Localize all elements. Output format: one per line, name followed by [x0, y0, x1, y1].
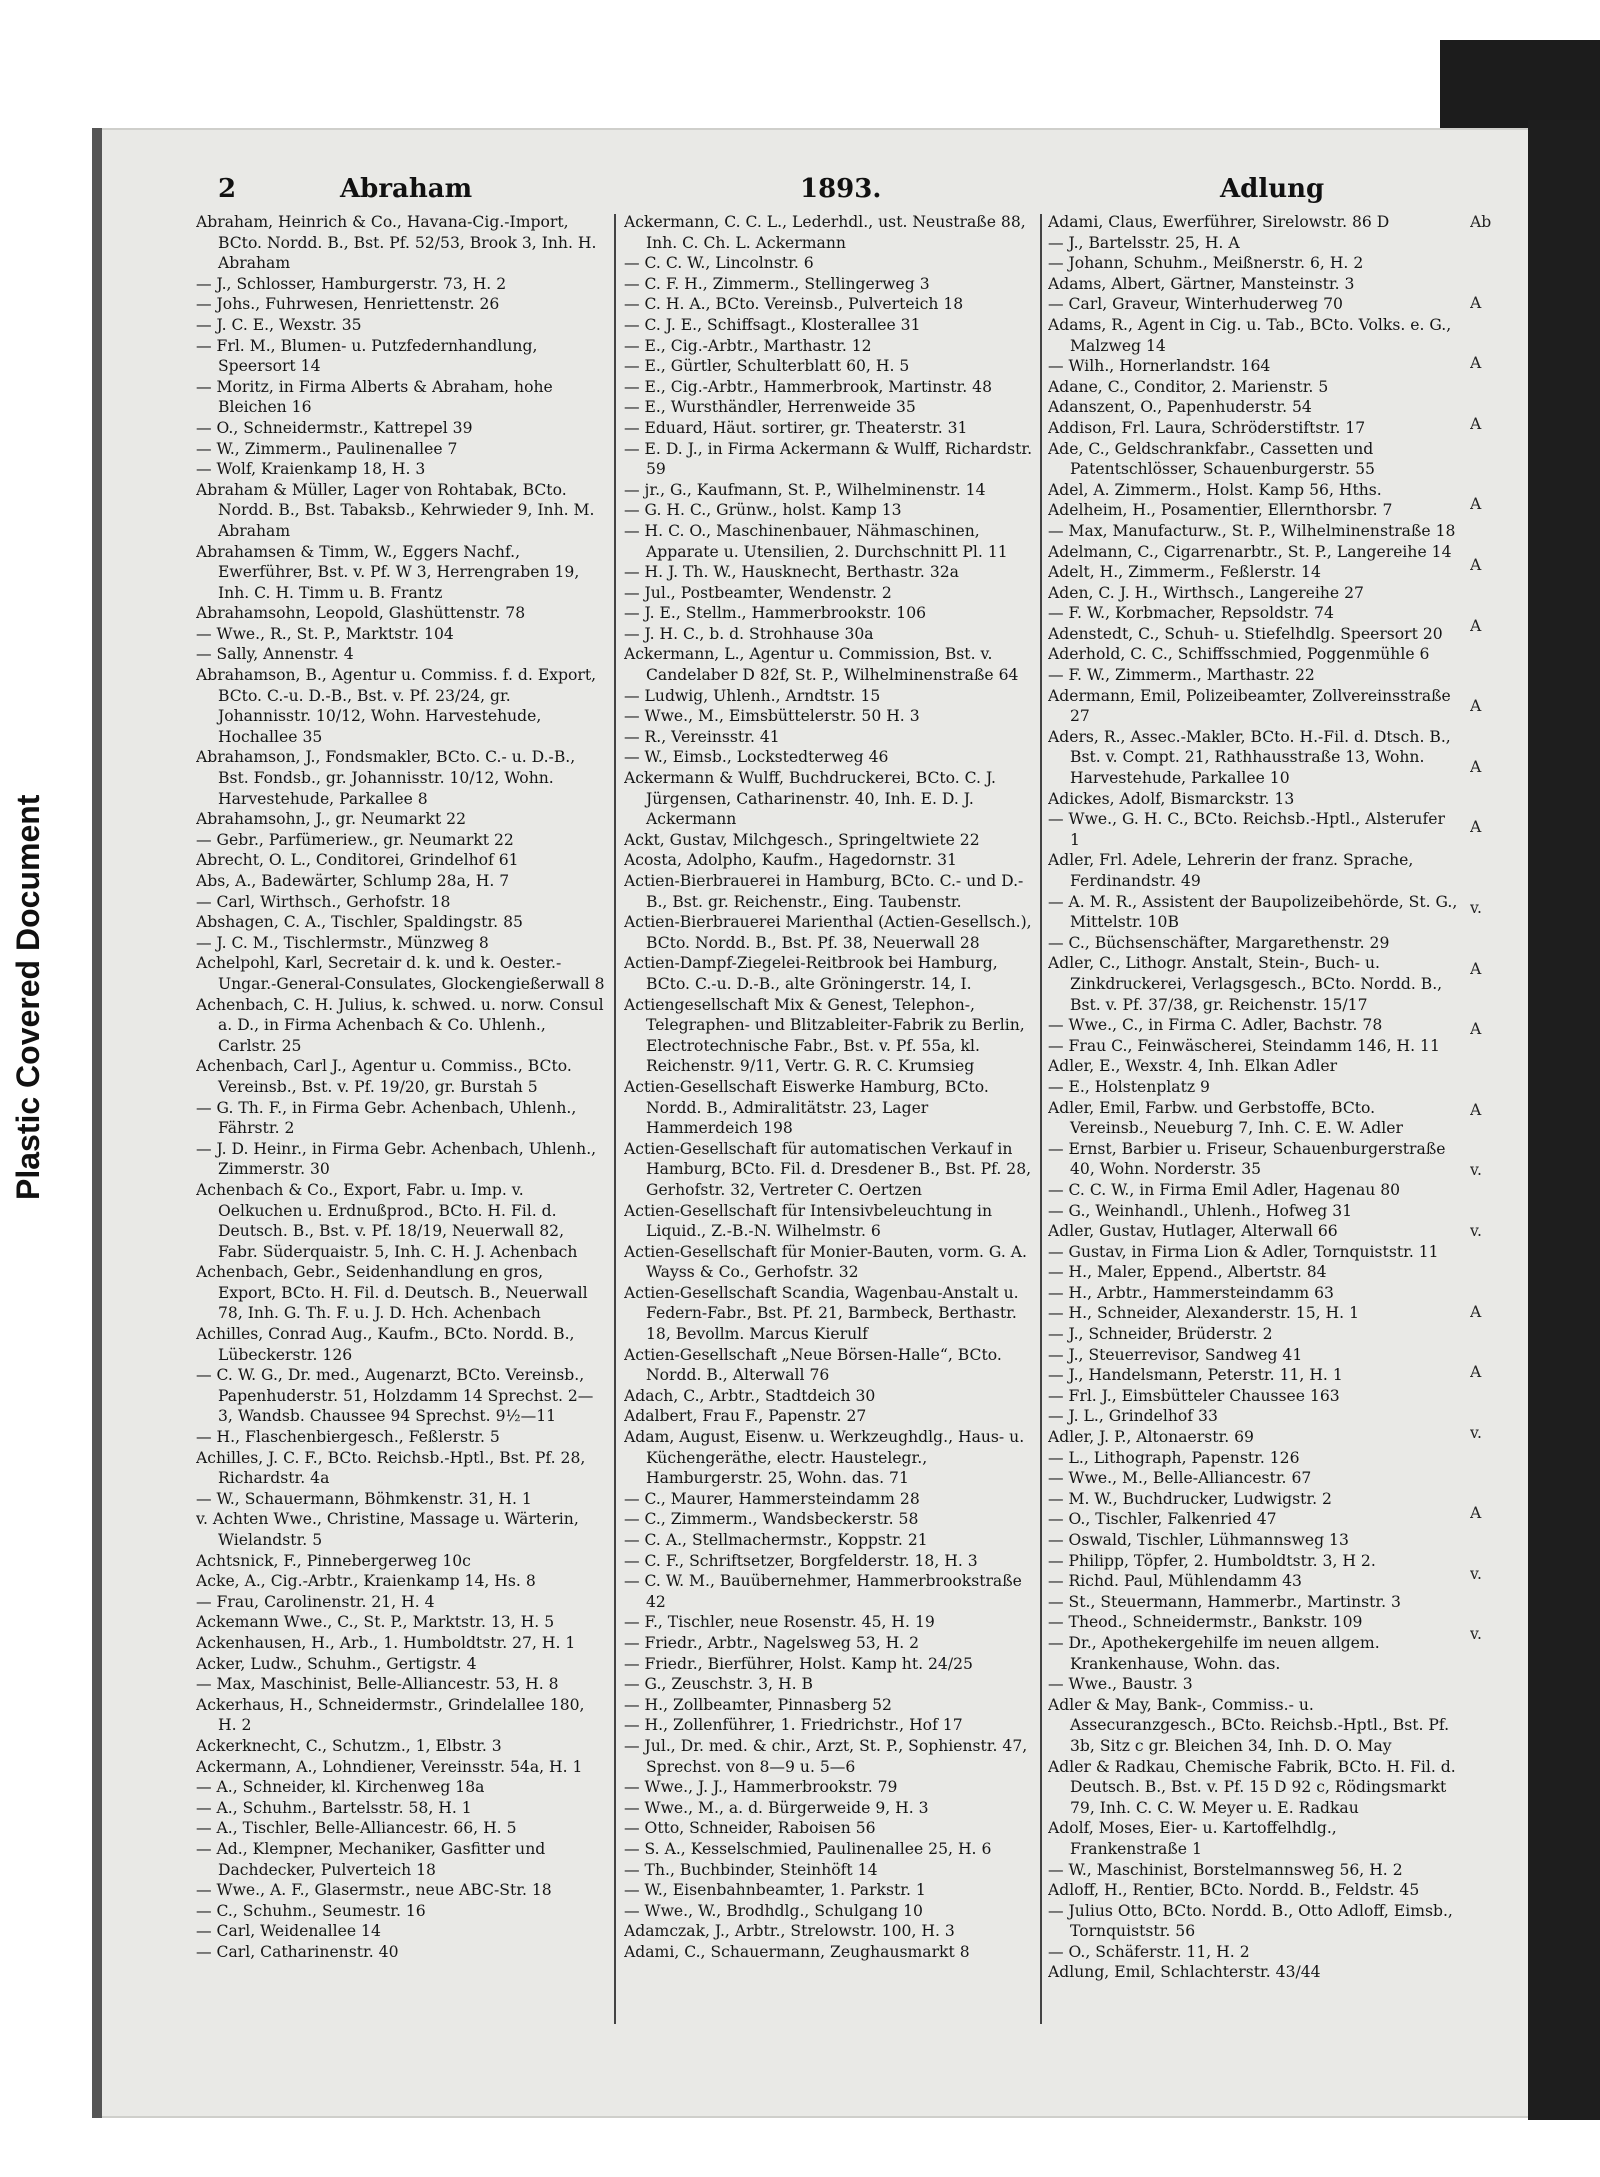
page-header [210, 174, 1380, 208]
header-right-word: Adlung [1220, 174, 1325, 204]
directory-entry: — Th., Buchbinder, Steinhöft 14 [624, 1860, 878, 1879]
directory-entry: Adloff, H., Rentier, BCto. Nordd. B., Feldstr. 45 [1048, 1881, 1420, 1900]
directory-entry: — A. M. R., Assistent der Baupolizeibehörde, St. G., Mittelstr. 10B [1048, 892, 1458, 932]
directory-entry: Adler, C., Lithogr. Anstalt, Stein-, Buch- u. Zinkdruckerei, Verlagsgesch., BCto. Nordd. B., Bst. v. Pf. 37/38, gr. Reichenstr. 15/17 [1048, 954, 1443, 1014]
directory-entry: — Frl. J., Eimsbütteler Chaussee 163 [1048, 1386, 1340, 1405]
directory-entry: Acker, Ludw., Schuhm., Gertigstr. 4 [196, 1654, 477, 1673]
directory-entry: — Gustav, in Firma Lion & Adler, Tornquiststr. 11 [1048, 1242, 1439, 1261]
column-divider [614, 214, 616, 2024]
directory-entry: — A., Tischler, Belle-Alliancestr. 66, H. 5 [196, 1819, 517, 1838]
directory-entry: Adanszent, O., Papenhuderstr. 54 [1048, 398, 1312, 417]
directory-entry: Ackermann & Wulff, Buchdruckerei, BCto. C. J. Jürgensen, Catharinenstr. 40, Inh. E. D. J. Ackermann [624, 769, 996, 829]
directory-entry: — Frau, Carolinenstr. 21, H. 4 [196, 1592, 435, 1611]
directory-entry: — C. F., Schriftsetzer, Borgfelderstr. 18, H. 3 [624, 1551, 978, 1570]
directory-entry: — G., Weinhandl., Uhlenh., Hofweg 31 [1048, 1201, 1353, 1220]
directory-entry: — Carl, Weidenallee 14 [196, 1922, 381, 1941]
directory-entry: — H. J. Th. W., Hausknecht, Berthastr. 32a [624, 563, 959, 582]
directory-entry: Aderhold, C. C., Schiffsschmied, Poggenmühle 6 [1048, 645, 1430, 664]
directory-entry: — Wilh., Hornerlandstr. 164 [1048, 357, 1271, 376]
directory-entry: — W., Schauermann, Böhmkenstr. 31, H. 1 [196, 1489, 532, 1508]
directory-entry: Ackerknecht, C., Schutzm., 1, Elbstr. 3 [196, 1736, 502, 1755]
directory-entry: — H., Zollenführer, 1. Friedrichstr., Hof 17 [624, 1716, 963, 1735]
directory-entry: — Wwe., M., Eimsbüttelerstr. 50 H. 3 [624, 707, 920, 726]
directory-entry: Adler, E., Wexstr. 4, Inh. Elkan Adler [1048, 1057, 1338, 1076]
directory-entry: — jr., G., Kaufmann, St. P., Wilhelminenstr. 14 [624, 480, 986, 499]
directory-entry: — Max, Manufacturw., St. P., Wilhelminenstraße 18 [1048, 521, 1456, 540]
directory-entry: — Moritz, in Firma Alberts & Abraham, hohe Bleichen 16 [196, 377, 553, 417]
directory-entry: — W., Eimsb., Lockstedterweg 46 [624, 748, 889, 767]
directory-entry: Actien-Gesellschaft Eiswerke Hamburg, BCto. Nordd. B., Admiralitätstr. 23, Lager Hammerdeich 198 [624, 1077, 989, 1138]
directory-entry: Abraham, Heinrich & Co., Havana-Cig.-Import, BCto. Nordd. B., Bst. Pf. 52/53, Brook 3, Inh. H. Abraham [196, 213, 597, 273]
directory-entry: — C. F. H., Zimmerm., Stellingerweg 3 [624, 274, 930, 293]
scan-shadow-right [1528, 120, 1600, 2120]
directory-entry: Adams, Albert, Gärtner, Mansteinstr. 3 [1048, 274, 1355, 293]
margin-fragment: v. [1470, 898, 1482, 917]
margin-fragment: v. [1470, 1221, 1482, 1240]
directory-entry: Ackermann, C. C. L., Lederhdl., ust. Neustraße 88, Inh. C. Ch. L. Ackermann [624, 213, 1026, 252]
directory-entry: — Carl, Catharinenstr. 40 [196, 1942, 399, 1961]
directory-entry: — Max, Maschinist, Belle-Alliancestr. 53, H. 8 [196, 1675, 559, 1694]
directory-entry: — Oswald, Tischler, Lühmannsweg 13 [1048, 1531, 1349, 1549]
directory-entry: — C. W. M., Bauübernehmer, Hammerbrookstraße 42 [624, 1572, 1022, 1611]
directory-entry: — W., Eisenbahnbeamter, 1. Parkstr. 1 [624, 1881, 926, 1900]
directory-entry: — Ernst, Barbier u. Friseur, Schauenburgerstraße 40, Wohn. Norderstr. 35 [1048, 1139, 1446, 1179]
directory-entry: — Ad., Klempner, Mechaniker, Gasfitter und Dachdecker, Pulverteich 18 [196, 1839, 546, 1879]
margin-fragment: A [1470, 757, 1482, 776]
directory-entry: — Otto, Schneider, Raboisen 56 [624, 1819, 876, 1838]
directory-entry: Adermann, Emil, Polizeibeamter, Zollvereinsstraße 27 [1048, 686, 1451, 726]
directory-entry: — J., Bartelsstr. 25, H. A [1048, 233, 1240, 252]
directory-entry: — Jul., Postbeamter, Wendenstr. 2 [624, 583, 892, 602]
directory-entry: — Wwe., M., a. d. Bürgerweide 9, H. 3 [624, 1798, 929, 1817]
directory-entry: Actien-Gesellschaft „Neue Börsen-Halle“, BCto. Nordd. B., Alterwall 76 [624, 1345, 1002, 1385]
directory-entry: — O., Schäferstr. 11, H. 2 [1048, 1942, 1250, 1961]
directory-entry: — Carl, Wirthsch., Gerhofstr. 18 [196, 892, 451, 911]
directory-entry: — C., Maurer, Hammersteindamm 28 [624, 1489, 920, 1508]
directory-entry: — Wwe., M., Belle-Alliancestr. 67 [1048, 1469, 1312, 1488]
directory-entry: — St., Steuermann, Hammerbr., Martinstr. 3 [1048, 1592, 1401, 1611]
directory-entry: Adler, Frl. Adele, Lehrerin der franz. Sprache, Ferdinandstr. 49 [1048, 851, 1414, 890]
directory-entry: Abrahamsohn, Leopold, Glashüttenstr. 78 [196, 604, 526, 623]
directory-entry: Achilles, J. C. F., BCto. Reichsb.-Hptl., Bst. Pf. 28, Richardstr. 4a [196, 1448, 586, 1488]
directory-entry: Aders, R., Assec.-Makler, BCto. H.-Fil. d. Dtsch. B., Bst. v. Compt. 21, Rathhausstraße 13, Wohn. Harvestehude, Parkallee 10 [1048, 727, 1451, 788]
margin-fragment: v. [1470, 1564, 1482, 1583]
directory-entry: Adami, Claus, Ewerführer, Sirelowstr. 86 D [1048, 213, 1390, 231]
directory-entry: Achenbach, Gebr., Seidenhandlung en gros, Export, BCto. H. Fil. d. Deutsch. B., Neuerwall 78, Inh. G. Th. F. u. J. D. Hch. Achenbach [196, 1263, 588, 1323]
page-number: 2 [218, 174, 237, 204]
margin-fragment: A [1470, 818, 1482, 837]
directory-entry: — O., Schneidermstr., Kattrepel 39 [196, 418, 473, 437]
directory-entry: — Friedr., Arbtr., Nagelsweg 53, H. 2 [624, 1633, 920, 1652]
scan-shadow-top [1440, 40, 1600, 130]
directory-entry: — O., Tischler, Falkenried 47 [1048, 1510, 1277, 1529]
directory-entry: Abraham & Müller, Lager von Rohtabak, BCto. Nordd. B., Bst. Tabaksb., Kehrwieder 9, Inh. M. Abraham [196, 480, 595, 540]
directory-entry: — Friedr., Bierführer, Holst. Kamp ht. 24/25 [624, 1654, 973, 1673]
directory-entry: Acosta, Adolpho, Kaufm., Hagedornstr. 31 [624, 851, 957, 870]
directory-entry: Abrahamson, J., Fondsmakler, BCto. C.- u. D.-B., Bst. Fondsb., gr. Johannisstr. 10/12, Wohn. Harvestehude, Parkallee 8 [196, 748, 576, 808]
directory-entry: — J. D. Heinr., in Firma Gebr. Achenbach, Uhlenh., Zimmerstr. 30 [196, 1139, 597, 1179]
directory-column-2 [624, 212, 1036, 2032]
directory-entry: — Wolf, Kraienkamp 18, H. 3 [196, 460, 426, 479]
directory-entry: — Jul., Dr. med. & chir., Arzt, St. P., Sophienstr. 47, Sprechst. von 8—9 u. 5—6 [624, 1736, 1028, 1776]
directory-entry: Actien-Bierbrauerei Marienthal (Actien-Gesellsch.), BCto. Nordd. B., Bst. Pf. 38, Neuerwall 28 [624, 913, 1032, 952]
directory-entry: — A., Schneider, kl. Kirchenweg 18a [196, 1778, 485, 1797]
directory-entry: — C. H. A., BCto. Vereinsb., Pulverteich 18 [624, 295, 964, 314]
directory-entry: Adane, C., Conditor, 2. Marienstr. 5 [1048, 377, 1329, 396]
margin-fragment: v. [1470, 1625, 1482, 1644]
directory-entry: — C., Büchsenschäfter, Margarethenstr. 29 [1048, 933, 1390, 952]
directory-entry: Ackermann, A., Lohndiener, Vereinsstr. 54a, H. 1 [196, 1757, 583, 1776]
directory-entry: Adenstedt, C., Schuh- u. Stiefelhdlg. Speersort 20 [1048, 624, 1443, 643]
directory-entry: Actien-Gesellschaft für Intensivbeleuchtung in Liquid., Z.-B.-N. Wilhelmstr. 6 [624, 1201, 993, 1241]
directory-entry: Achelpohl, Karl, Secretair d. k. und k. Oester.-Ungar.-General-Consulates, Glockengießerwall 8 [196, 954, 605, 993]
directory-entry: — W., Maschinist, Borstelmannsweg 56, H. 2 [1048, 1860, 1403, 1879]
directory-entry: Adelmann, C., Cigarrenarbtr., St. P., Langereihe 14 [1048, 542, 1452, 561]
margin-fragment: v. [1470, 1161, 1482, 1180]
directory-entry: — G., Zeuschstr. 3, H. B [624, 1675, 813, 1694]
directory-entry: — M. W., Buchdrucker, Ludwigstr. 2 [1048, 1489, 1332, 1508]
directory-entry: — C. J. E., Schiffsagt., Klosterallee 31 [624, 315, 921, 334]
directory-entry: — C., Zimmerm., Wandsbeckerstr. 58 [624, 1510, 919, 1529]
directory-entry: — E., Cig.-Arbtr., Hammerbrook, Martinstr. 48 [624, 377, 993, 396]
directory-entry: Adler, J. P., Altonaerstr. 69 [1048, 1428, 1254, 1447]
directory-entry: — J., Schlosser, Hamburgerstr. 73, H. 2 [196, 274, 507, 293]
directory-entry: — Wwe., Baustr. 3 [1048, 1675, 1193, 1694]
directory-entry: Adach, C., Arbtr., Stadtdeich 30 [624, 1386, 876, 1405]
margin-fragment: A [1470, 1302, 1482, 1321]
directory-entry: — C., Schuhm., Seumestr. 16 [196, 1901, 426, 1920]
directory-entry: Ackenhausen, H., Arb., 1. Humboldtstr. 27, H. 1 [196, 1633, 576, 1652]
directory-entry: — Ludwig, Uhlenh., Arndtstr. 15 [624, 686, 881, 705]
directory-entry: — S. A., Kesselschmied, Paulinenallee 25, H. 6 [624, 1839, 992, 1858]
margin-fragment: A [1470, 1100, 1482, 1119]
directory-entry: — Frau C., Feinwäscherei, Steindamm 146, H. 11 [1048, 1036, 1440, 1055]
directory-entry: Actien-Gesellschaft für automatischen Verkauf in Hamburg, BCto. Fil. d. Dresdener B., Bst. Pf. 28, Gerhofstr. 32, Vertreter C. Oertzen [624, 1139, 1032, 1199]
directory-entry: — Wwe., G. H. C., BCto. Reichsb.-Hptl., Alsterufer 1 [1048, 810, 1445, 849]
directory-entry: Adler, Gustav, Hutlager, Alterwall 66 [1048, 1222, 1338, 1241]
directory-entry: — Julius Otto, BCto. Nordd. B., Otto Adloff, Eimsb., Tornquiststr. 56 [1048, 1901, 1453, 1941]
adjacent-page-fragments [1470, 212, 1528, 2032]
margin-fragment: A [1470, 495, 1482, 514]
margin-fragment: A [1470, 1020, 1482, 1039]
margin-fragment: Ab [1470, 213, 1492, 231]
margin-fragment: A [1470, 959, 1482, 978]
directory-entry: — H., Flaschenbiergesch., Feßlerstr. 5 [196, 1428, 500, 1447]
directory-entry: — H. C. O., Maschinenbauer, Nähmaschinen, Apparate u. Utensilien, 2. Durchschnitt Pl. 11 [624, 521, 1008, 561]
directory-entry: — G. H. C., Grünw., holst. Kamp 13 [624, 501, 902, 520]
directory-entry: Achenbach, C. H. Julius, k. schwed. u. norw. Consul a. D., in Firma Achenbach & Co. Uhlenh., Carlstr. 25 [196, 995, 604, 1055]
directory-entry: — R., Vereinsstr. 41 [624, 727, 780, 746]
directory-entry: — J. C. E., Wexstr. 35 [196, 315, 362, 334]
directory-entry: — E., Wursthändler, Herrenweide 35 [624, 398, 916, 417]
directory-entry: Achtsnick, F., Pinnebergerweg 10c [196, 1551, 471, 1570]
directory-entry: — J., Steuerrevisor, Sandweg 41 [1048, 1345, 1303, 1364]
header-year: 1893. [800, 174, 882, 204]
directory-entry: — Wwe., J. J., Hammerbrookstr. 79 [624, 1778, 898, 1797]
directory-entry: Actien-Dampf-Ziegelei-Reitbrook bei Hamburg, BCto. C.-u. D.-B., alte Gröningerstr. 14, I. [624, 954, 998, 993]
directory-entry: — Dr., Apothekergehilfe im neuen allgem. Krankenhause, Wohn. das. [1048, 1633, 1380, 1673]
directory-entry: — H., Zollbeamter, Pinnasberg 52 [624, 1695, 892, 1714]
directory-entry: Ackemann Wwe., C., St. P., Marktstr. 13, H. 5 [196, 1613, 555, 1632]
directory-entry: Abshagen, C. A., Tischler, Spaldingstr. 85 [196, 913, 523, 932]
directory-entry: — Sally, Annenstr. 4 [196, 645, 354, 664]
margin-fragment: A [1470, 293, 1482, 312]
directory-entry: v. Achten Wwe., Christine, Massage u. Wärterin, Wielandstr. 5 [196, 1510, 579, 1549]
directory-entry: Ackermann, L., Agentur u. Commission, Bst. v. Candelaber D 82f, St. P., Wilhelminenstraße 64 [624, 645, 1019, 685]
directory-entry: — W., Zimmerm., Paulinenallee 7 [196, 439, 458, 458]
margin-fragment: A [1470, 1363, 1482, 1382]
directory-entry: — Frl. M., Blumen- u. Putzfedernhandlung, Speersort 14 [196, 336, 538, 376]
directory-entry: Abrahamsen & Timm, W., Eggers Nachf., Ewerführer, Bst. v. Pf. W 3, Herrengraben 19, Inh. C. H. Timm u. B. Frantz [196, 542, 580, 602]
directory-entry: Adickes, Adolf, Bismarckstr. 13 [1048, 789, 1295, 808]
margin-fragment: A [1470, 354, 1482, 373]
directory-entry: — A., Schuhm., Bartelsstr. 58, H. 1 [196, 1798, 472, 1817]
directory-entry: — C. C. W., in Firma Emil Adler, Hagenau 80 [1048, 1180, 1401, 1199]
directory-entry: — H., Arbtr., Hammersteindamm 63 [1048, 1283, 1334, 1302]
directory-entry: — E., Cig.-Arbtr., Marthastr. 12 [624, 336, 872, 355]
directory-entry: — Carl, Graveur, Winterhuderweg 70 [1048, 295, 1343, 314]
directory-entry: — L., Lithograph, Papenstr. 126 [1048, 1448, 1300, 1467]
directory-entry: Ackt, Gustav, Milchgesch., Springeltwiete 22 [624, 830, 980, 849]
directory-entry: Actiengesellschaft Mix & Genest, Telephon-, Telegraphen- und Blitzableiter-Fabrik zu Berlin, Electrotechnische Fabr., Bst. v. Pf. 55a, kl. Reichenstr. 9/11, Vertr. G. R. C. Krumsieg [624, 995, 1025, 1076]
margin-fragment: A [1470, 697, 1482, 716]
directory-entry: Adami, C., Schauermann, Zeughausmarkt 8 [624, 1942, 970, 1961]
directory-entry: — Gebr., Parfümeriew., gr. Neumarkt 22 [196, 830, 514, 849]
directory-entry: Adlung, Emil, Schlachterstr. 43/44 [1048, 1963, 1321, 1982]
directory-entry: Achilles, Conrad Aug., Kaufm., BCto. Nordd. B., Lübeckerstr. 126 [196, 1325, 575, 1364]
directory-entry: — C. W. G., Dr. med., Augenarzt, BCto. Vereinsb., Papenhuderstr. 51, Holzdamm 14 Sprechst. 2—3, Wandsb. Chaussee 94 Sprechst. 9½—11 [196, 1366, 594, 1426]
directory-entry: Adler & May, Bank-, Commiss.- u. Assecuranzgesch., BCto. Reichsb.-Hptl., Bst. Pf. 3b, Sitz c gr. Bleichen 34, Inh. D. O. May [1048, 1695, 1450, 1755]
directory-entry: Adamczak, J., Arbtr., Strelowstr. 100, H. 3 [624, 1922, 955, 1941]
directory-entry: — C. C. W., Lincolnstr. 6 [624, 254, 814, 273]
directory-entry: — Wwe., W., Brodhdlg., Schulgang 10 [624, 1901, 923, 1920]
directory-entry: — E. D. J., in Firma Ackermann & Wulff, Richardstr. 59 [624, 439, 1033, 479]
directory-column-1 [196, 212, 606, 2032]
directory-entry: Ackerhaus, H., Schneidermstr., Grindelallee 180, H. 2 [196, 1695, 585, 1735]
directory-entry: Adams, R., Agent in Cig. u. Tab., BCto. Volks. e. G., Malzweg 14 [1048, 315, 1452, 355]
directory-entry: — J. E., Stellm., Hammerbrookstr. 106 [624, 604, 927, 623]
directory-entry: — H., Maler, Eppend., Albertstr. 84 [1048, 1263, 1327, 1282]
side-label-text: Plastic Covered Document [10, 794, 46, 1200]
directory-entry: — G. Th. F., in Firma Gebr. Achenbach, Uhlenh., Fährstr. 2 [196, 1098, 577, 1138]
directory-entry: Ade, C., Geldschrankfabr., Cassetten und Patentschlösser, Schauenburgerstr. 55 [1048, 439, 1375, 479]
directory-entry: — E., Gürtler, Schulterblatt 60, H. 5 [624, 357, 910, 376]
scan-edge [92, 128, 102, 2118]
directory-entry: Abrecht, O. L., Conditorei, Grindelhof 61 [196, 851, 519, 870]
directory-entry: Actien-Gesellschaft für Monier-Bauten, vorm. G. A. Wayss & Co., Gerhofstr. 32 [624, 1242, 1027, 1282]
directory-entry: Actien-Gesellschaft Scandia, Wagenbau-Anstalt u. Federn-Fabr., Bst. Pf. 21, Barmbeck, Berthastr. 18, Bevollm. Marcus Kierulf [624, 1283, 1019, 1344]
directory-entry: — J., Schneider, Brüderstr. 2 [1048, 1325, 1273, 1344]
directory-entry: — Theod., Schneidermstr., Bankstr. 109 [1048, 1613, 1363, 1632]
directory-entry: — Johs., Fuhrwesen, Henriettenstr. 26 [196, 295, 500, 314]
directory-entry: — Wwe., C., in Firma C. Adler, Bachstr. 78 [1048, 1016, 1383, 1035]
directory-entry: — Johann, Schuhm., Meißnerstr. 6, H. 2 [1048, 254, 1364, 273]
directory-entry: — J., Handelsmann, Peterstr. 11, H. 1 [1048, 1366, 1343, 1385]
margin-fragment: A [1470, 555, 1482, 574]
directory-entry: — F. W., Korbmacher, Repsoldstr. 74 [1048, 604, 1334, 623]
directory-entry: Adler, Emil, Farbw. und Gerbstoffe, BCto. Vereinsb., Neueburg 7, Inh. C. E. W. Adler [1048, 1098, 1403, 1138]
directory-entry: Adam, August, Eisenw. u. Werkzeughdlg., Haus- u. Küchengeräthe, electr. Haustelegr., Hamburgerstr. 25, Wohn. das. 71 [624, 1428, 1025, 1488]
directory-entry: — Wwe., A. F., Glasermstr., neue ABC-Str. 18 [196, 1881, 552, 1900]
directory-entry: Abrahamson, B., Agentur u. Commiss. f. d. Export, BCto. C.-u. D.-B., Bst. v. Pf. 23/24, gr. Johannisstr. 10/12, Wohn. Harvestehude, Hochallee 35 [196, 666, 597, 746]
directory-entry: — J. C. M., Tischlermstr., Münzweg 8 [196, 933, 489, 952]
directory-entry: Actien-Bierbrauerei in Hamburg, BCto. C.- und D.-B., Bst. gr. Reichenstr., Eing. Taubenstr. [624, 872, 1024, 911]
directory-entry: — F. W., Zimmerm., Marthastr. 22 [1048, 666, 1315, 685]
directory-entry: Achenbach & Co., Export, Fabr. u. Imp. v. Oelkuchen u. Erdnußprod., BCto. H. Fil. d. Deutsch. B., Bst. v. Pf. 18/19, Neuerwall 82, Fabr. Süderquaistr. 5, Inh. C. H. J. Achenbach [196, 1180, 578, 1261]
directory-entry: — J. L., Grindelhof 33 [1048, 1407, 1218, 1426]
directory-entry: — Eduard, Häut. sortirer, gr. Theaterstr. 31 [624, 418, 968, 437]
directory-entry: Abs, A., Badewärter, Schlump 28a, H. 7 [196, 872, 510, 890]
directory-entry: — Wwe., R., St. P., Marktstr. 104 [196, 624, 454, 643]
directory-entry: Adler & Radkau, Chemische Fabrik, BCto. H. Fil. d. Deutsch. B., Bst. v. Pf. 15 D 92 c, Rödingsmarkt 79, Inh. C. C. W. Meyer u. E. Radkau [1048, 1757, 1456, 1817]
directory-entry: Addison, Frl. Laura, Schröderstiftstr. 17 [1048, 418, 1366, 437]
directory-entry: — Richd. Paul, Mühlendamm 43 [1048, 1572, 1302, 1591]
margin-fragment: A [1470, 414, 1482, 433]
directory-entry: Adelheim, H., Posamentier, Ellernthorsbr. 7 [1048, 501, 1393, 520]
margin-fragment: A [1470, 616, 1482, 635]
directory-entry: — C. A., Stellmachermstr., Koppstr. 21 [624, 1531, 928, 1549]
header-left-word: Abraham [340, 174, 473, 204]
directory-entry: Adelt, H., Zimmerm., Feßlerstr. 14 [1048, 563, 1321, 582]
directory-entry: Adolf, Moses, Eier- u. Kartoffelhdlg., Frankenstraße 1 [1048, 1819, 1337, 1858]
margin-fragment: A [1470, 1504, 1482, 1523]
directory-entry: Abrahamsohn, J., gr. Neumarkt 22 [196, 810, 467, 829]
margin-fragment: v. [1470, 1423, 1482, 1442]
directory-entry: Adel, A. Zimmerm., Holst. Kamp 56, Hths. [1048, 480, 1382, 499]
directory-entry: — Philipp, Töpfer, 2. Humboldtstr. 3, H 2. [1048, 1551, 1376, 1570]
directory-entry: — H., Schneider, Alexanderstr. 15, H. 1 [1048, 1304, 1359, 1323]
directory-entry: Aden, C. J. H., Wirthsch., Langereihe 27 [1048, 583, 1364, 602]
directory-entry: — F., Tischler, neue Rosenstr. 45, H. 19 [624, 1613, 935, 1632]
directory-entry: Adalbert, Frau F., Papenstr. 27 [624, 1407, 867, 1426]
directory-entry: — E., Holstenplatz 9 [1048, 1077, 1210, 1096]
directory-entry: — J. H. C., b. d. Strohhause 30a [624, 624, 874, 643]
directory-entry: Acke, A., Cig.-Arbtr., Kraienkamp 14, Hs. 8 [196, 1572, 536, 1591]
directory-entry: Achenbach, Carl J., Agentur u. Commiss., BCto. Vereinsb., Bst. v. Pf. 19/20, gr. Burstah 5 [196, 1057, 572, 1096]
directory-column-3 [1048, 212, 1458, 2032]
column-divider [1040, 214, 1042, 2024]
